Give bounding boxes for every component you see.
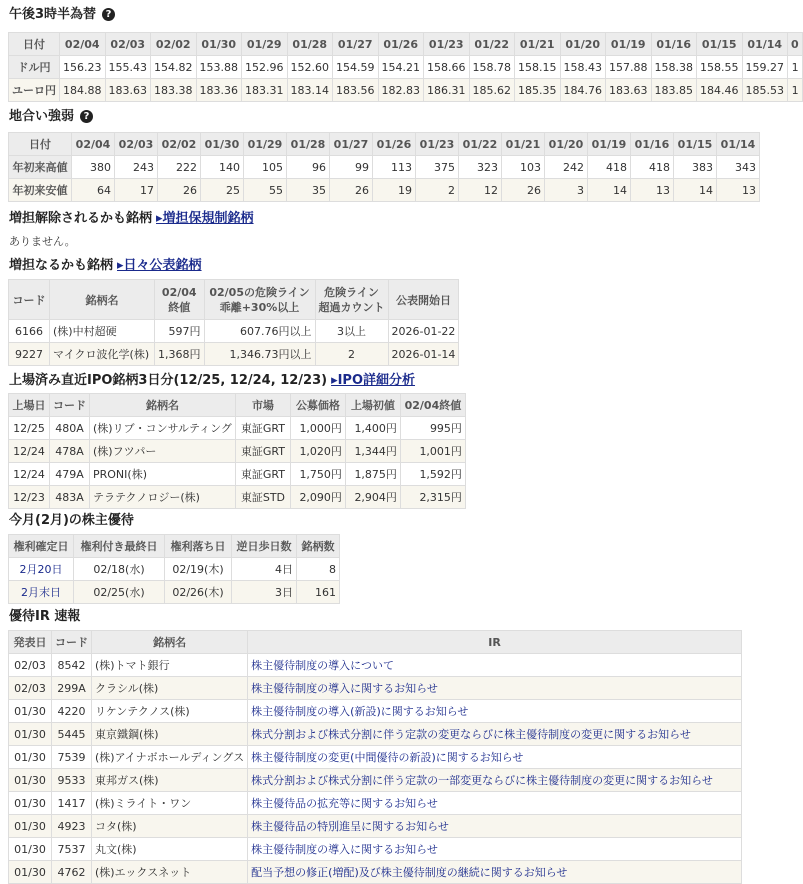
date-col-header: 01/14 bbox=[742, 33, 788, 56]
stock-count-cell: 161 bbox=[297, 581, 340, 604]
announce-date-cell: 02/03 bbox=[9, 677, 52, 700]
value-cell: 418 bbox=[631, 156, 674, 179]
value-cell: 159.27 bbox=[742, 56, 788, 79]
announce-date-cell: 01/30 bbox=[9, 815, 52, 838]
date-col-header: 01/26 bbox=[373, 133, 416, 156]
ir-title: 優待IR 速報 bbox=[9, 609, 81, 624]
offer-price-cell: 1,020円 bbox=[290, 440, 345, 463]
start-date-cell: 2026-01-14 bbox=[388, 343, 459, 366]
value-cell: 13 bbox=[631, 179, 674, 202]
table-row bbox=[9, 746, 742, 769]
ir-title-link[interactable]: 株主優待制度の変更(中間優待の新設)に関するお知らせ bbox=[251, 751, 524, 764]
value-cell: 182.83 bbox=[378, 79, 424, 102]
date-col-header: 01/30 bbox=[201, 133, 244, 156]
date-col-header: 01/27 bbox=[333, 33, 379, 56]
col-code: コード bbox=[9, 280, 50, 320]
fx-table-wrap bbox=[8, 32, 799, 100]
danger-line-cell: 1,346.73円以上 bbox=[204, 343, 315, 366]
value-cell: 183.85 bbox=[651, 79, 697, 102]
value-cell: 12 bbox=[459, 179, 502, 202]
value-cell: 383 bbox=[674, 156, 717, 179]
date-col-header: 01/28 bbox=[287, 133, 330, 156]
value-cell: 375 bbox=[416, 156, 459, 179]
table-row bbox=[9, 486, 466, 509]
value-cell: 154.59 bbox=[333, 56, 379, 79]
value-cell: 183.31 bbox=[242, 79, 288, 102]
confirm-date-link[interactable]: 2月20日 bbox=[19, 563, 63, 576]
value-cell: 183.63 bbox=[606, 79, 652, 102]
date-col-header: 01/16 bbox=[651, 33, 697, 56]
col-ex-date: 権利落ち日 bbox=[165, 535, 232, 558]
start-date-cell: 2026-01-22 bbox=[388, 320, 459, 343]
listing-date-cell: 12/25 bbox=[9, 417, 50, 440]
code-cell: 299A bbox=[52, 677, 92, 700]
value-cell: 35 bbox=[287, 179, 330, 202]
table-row bbox=[9, 838, 742, 861]
confirm-date bbox=[9, 558, 74, 581]
code-cell: 4220 bbox=[52, 700, 92, 723]
ir-title-link[interactable]: 株主優待制度の導入に関するお知らせ bbox=[251, 843, 438, 856]
first-price-cell: 1,400円 bbox=[345, 417, 400, 440]
value-cell: 185.53 bbox=[742, 79, 788, 102]
row-label: ユーロ円 bbox=[9, 79, 60, 102]
value-cell: 26 bbox=[502, 179, 545, 202]
margin-table bbox=[8, 279, 459, 366]
ir-title bbox=[248, 654, 742, 677]
value-cell: 183.36 bbox=[196, 79, 242, 102]
col-code: コード bbox=[50, 394, 90, 417]
announce-date-cell: 01/30 bbox=[9, 700, 52, 723]
value-cell: 183.14 bbox=[287, 79, 333, 102]
ipo-analysis-link[interactable]: ▸IPO詳細分析 bbox=[331, 373, 416, 388]
value-cell: 3 bbox=[545, 179, 588, 202]
ir-title bbox=[248, 792, 742, 815]
value-cell: 157.88 bbox=[606, 56, 652, 79]
date-col-header: 01/15 bbox=[697, 33, 743, 56]
name-cell: PRONI(株) bbox=[90, 463, 236, 486]
ir-section bbox=[9, 608, 80, 626]
value-cell: 158.66 bbox=[424, 56, 470, 79]
name-cell: テラテクノロジー(株) bbox=[90, 486, 236, 509]
market-cell: 東証GRT bbox=[235, 463, 290, 486]
name-cell: コタ(株) bbox=[92, 815, 248, 838]
value-cell: 158.43 bbox=[560, 56, 606, 79]
value-cell: 186.31 bbox=[424, 79, 470, 102]
close-price-cell: 1,592円 bbox=[400, 463, 465, 486]
code-cell: 9533 bbox=[52, 769, 92, 792]
date-col-header: 01/20 bbox=[545, 133, 588, 156]
date-col-header: 01/29 bbox=[244, 133, 287, 156]
col-danger-line: 02/05の危険ライン 乖離+30%以上 bbox=[204, 280, 315, 320]
value-cell: 243 bbox=[115, 156, 158, 179]
yutai-table bbox=[8, 534, 340, 604]
release-none-text: ありません。 bbox=[9, 235, 76, 248]
date-col-header: 01/23 bbox=[416, 133, 459, 156]
name-cell: (株)中村超硬 bbox=[50, 320, 155, 343]
ir-table bbox=[8, 630, 742, 884]
release-section bbox=[9, 210, 254, 228]
close-cell: 597円 bbox=[155, 320, 205, 343]
ir-title-link[interactable]: 株主優待制度の導入に関するお知らせ bbox=[251, 682, 438, 695]
name-cell: (株)トマト銀行 bbox=[92, 654, 248, 677]
over-count-cell: 2 bbox=[315, 343, 388, 366]
ipo-table-wrap bbox=[8, 393, 466, 509]
value-cell: 184.76 bbox=[560, 79, 606, 102]
table-row bbox=[9, 79, 803, 102]
value-cell: 153.88 bbox=[196, 56, 242, 79]
name-cell: マイクロ波化学(株) bbox=[50, 343, 155, 366]
date-col-header: 01/20 bbox=[560, 33, 606, 56]
date-col-header: 02/03 bbox=[105, 33, 151, 56]
value-cell: 380 bbox=[72, 156, 115, 179]
row-label: 年初来安値 bbox=[9, 179, 72, 202]
ir-table-wrap bbox=[8, 630, 742, 884]
table-row bbox=[9, 463, 466, 486]
confirm-date-link[interactable]: 2月末日 bbox=[21, 586, 61, 599]
date-col-header: 02/02 bbox=[158, 133, 201, 156]
last-day-cell: 02/18(水) bbox=[74, 558, 165, 581]
table-row bbox=[9, 581, 340, 604]
close-price-cell: 1,001円 bbox=[400, 440, 465, 463]
col-market: 市場 bbox=[235, 394, 290, 417]
ir-title bbox=[248, 723, 742, 746]
value-cell: 2 bbox=[416, 179, 459, 202]
col-confirm-date: 権利確定日 bbox=[9, 535, 74, 558]
value-cell: 155.43 bbox=[105, 56, 151, 79]
value-cell: 140 bbox=[201, 156, 244, 179]
offer-price-cell: 1,750円 bbox=[290, 463, 345, 486]
col-offer-price: 公募価格 bbox=[290, 394, 345, 417]
code-cell: 480A bbox=[50, 417, 90, 440]
breadth-table bbox=[8, 132, 760, 202]
date-col-header: 01/21 bbox=[515, 33, 561, 56]
value-cell: 158.78 bbox=[469, 56, 515, 79]
value-cell: 152.60 bbox=[287, 56, 333, 79]
name-cell: 東京鐵鋼(株) bbox=[92, 723, 248, 746]
listing-date-cell: 12/24 bbox=[9, 463, 50, 486]
breadth-title: 地合い強弱 bbox=[9, 109, 75, 124]
code-cell: 7539 bbox=[52, 746, 92, 769]
announce-date-cell: 01/30 bbox=[9, 838, 52, 861]
table-row bbox=[9, 723, 742, 746]
code-cell: 8542 bbox=[52, 654, 92, 677]
reverse-days-cell: 4日 bbox=[232, 558, 297, 581]
ir-title-link[interactable]: 株式分割および株式分割に伴う定款の一部変更ならびに株主優待制度の変更に関するお知らせ bbox=[251, 774, 713, 787]
value-cell: 184.88 bbox=[60, 79, 106, 102]
table-row bbox=[9, 179, 760, 202]
fx-section bbox=[9, 6, 115, 24]
fx-title: 午後3時半為替 bbox=[9, 7, 97, 22]
value-cell: 105 bbox=[244, 156, 287, 179]
table-row bbox=[9, 320, 459, 343]
ir-title bbox=[248, 746, 742, 769]
announce-date-cell: 01/30 bbox=[9, 746, 52, 769]
ipo-title: 上場済み直近IPO銘柄3日分(12/25, 12/24, 12/23) bbox=[9, 373, 328, 388]
value-cell: 183.56 bbox=[333, 79, 379, 102]
ipo-table bbox=[8, 393, 466, 509]
ir-title-link[interactable]: 株主優待制度の導入(新設)に関するお知らせ bbox=[251, 705, 469, 718]
value-cell: 13 bbox=[717, 179, 760, 202]
ir-title bbox=[248, 677, 742, 700]
date-col-header: 01/21 bbox=[502, 133, 545, 156]
date-col-header: 01/19 bbox=[606, 33, 652, 56]
announce-date-cell: 02/03 bbox=[9, 654, 52, 677]
value-cell: 99 bbox=[330, 156, 373, 179]
table-row bbox=[9, 861, 742, 884]
col-last-day: 権利付き最終日 bbox=[74, 535, 165, 558]
announce-date-cell: 01/30 bbox=[9, 861, 52, 884]
breadth-table-wrap bbox=[8, 132, 764, 204]
code-cell: 5445 bbox=[52, 723, 92, 746]
close-price-cell: 995円 bbox=[400, 417, 465, 440]
yutai-title: 今月(2月)の株主優待 bbox=[9, 513, 134, 528]
market-cell: 東証STD bbox=[235, 486, 290, 509]
table-row bbox=[9, 56, 803, 79]
value-cell: 183.63 bbox=[105, 79, 151, 102]
confirm-date bbox=[9, 581, 74, 604]
value-cell: 96 bbox=[287, 156, 330, 179]
col-code: コード bbox=[52, 631, 92, 654]
date-col-header: 01/28 bbox=[287, 33, 333, 56]
table-row bbox=[9, 815, 742, 838]
date-col-header: 01/16 bbox=[631, 133, 674, 156]
yutai-table-wrap bbox=[8, 534, 340, 604]
date-col-header: 01/26 bbox=[378, 33, 424, 56]
ir-title bbox=[248, 700, 742, 723]
date-col-header: 01/15 bbox=[674, 133, 717, 156]
table-row bbox=[9, 700, 742, 723]
help-icon[interactable]: ? bbox=[102, 8, 115, 21]
ir-title bbox=[248, 838, 742, 861]
col-listing-date: 上場日 bbox=[9, 394, 50, 417]
market-cell: 東証GRT bbox=[235, 417, 290, 440]
name-cell: 東邦ガス(株) bbox=[92, 769, 248, 792]
date-header: 日付 bbox=[9, 133, 72, 156]
ir-title-link[interactable]: 株式分割および株式分割に伴う定款の変更ならびに株主優待制度の変更に関するお知らせ bbox=[251, 728, 691, 741]
date-col-header: 01/23 bbox=[424, 33, 470, 56]
col-stock-count: 銘柄数 bbox=[297, 535, 340, 558]
date-header: 日付 bbox=[9, 33, 60, 56]
date-col-header: 01/14 bbox=[717, 133, 760, 156]
table-row bbox=[9, 343, 459, 366]
value-cell: 113 bbox=[373, 156, 416, 179]
row-label: 年初来高値 bbox=[9, 156, 72, 179]
value-cell: 183.38 bbox=[151, 79, 197, 102]
value-cell: 184.46 bbox=[697, 79, 743, 102]
listing-date-cell: 12/23 bbox=[9, 486, 50, 509]
reverse-days-cell: 3日 bbox=[232, 581, 297, 604]
col-name: 銘柄名 bbox=[92, 631, 248, 654]
code-cell: 478A bbox=[50, 440, 90, 463]
date-col-header: 02/04 bbox=[72, 133, 115, 156]
value-cell: 14 bbox=[588, 179, 631, 202]
date-col-header: 02/04 bbox=[60, 33, 106, 56]
date-col-header: 01/22 bbox=[469, 33, 515, 56]
help-icon[interactable]: ? bbox=[80, 110, 93, 123]
breadth-section bbox=[9, 108, 93, 126]
margin-table-wrap bbox=[8, 279, 459, 366]
value-cell: 154.82 bbox=[151, 56, 197, 79]
col-start-date: 公表開始日 bbox=[388, 280, 459, 320]
table-row bbox=[9, 677, 742, 700]
table-row bbox=[9, 558, 340, 581]
col-name: 銘柄名 bbox=[50, 280, 155, 320]
col-ir: IR bbox=[248, 631, 742, 654]
ir-title-link[interactable]: 株主優待品の拡充等に関するお知らせ bbox=[251, 797, 438, 810]
first-price-cell: 2,904円 bbox=[345, 486, 400, 509]
close-cell: 1,368円 bbox=[155, 343, 205, 366]
name-cell: リケンテクノス(株) bbox=[92, 700, 248, 723]
code-cell: 7537 bbox=[52, 838, 92, 861]
date-col-header: 01/29 bbox=[242, 33, 288, 56]
ir-title bbox=[248, 815, 742, 838]
stock-count-cell: 8 bbox=[297, 558, 340, 581]
code-cell: 4923 bbox=[52, 815, 92, 838]
value-cell: 1 bbox=[788, 79, 803, 102]
ex-date-cell: 02/26(木) bbox=[165, 581, 232, 604]
margin-regulation-link[interactable]: ▸増担保規制銘柄 bbox=[156, 211, 254, 226]
daily-publication-link[interactable]: ▸日々公表銘柄 bbox=[117, 258, 202, 273]
announce-date-cell: 01/30 bbox=[9, 723, 52, 746]
over-count-cell: 3以上 bbox=[315, 320, 388, 343]
offer-price-cell: 2,090円 bbox=[290, 486, 345, 509]
code-cell: 483A bbox=[50, 486, 90, 509]
col-close: 02/04 終値 bbox=[155, 280, 205, 320]
code-cell: 9227 bbox=[9, 343, 50, 366]
table-row bbox=[9, 417, 466, 440]
ipo-section bbox=[9, 372, 415, 390]
margin-title: 増担なるかも銘柄 bbox=[9, 258, 114, 273]
name-cell: (株)エックスネット bbox=[92, 861, 248, 884]
value-cell: 222 bbox=[158, 156, 201, 179]
col-name: 銘柄名 bbox=[90, 394, 236, 417]
row-label: ドル円 bbox=[9, 56, 60, 79]
col-reverse-days: 逆日歩日数 bbox=[232, 535, 297, 558]
fx-table bbox=[8, 32, 803, 102]
date-col-header: 01/27 bbox=[330, 133, 373, 156]
ir-title bbox=[248, 861, 742, 884]
first-price-cell: 1,875円 bbox=[345, 463, 400, 486]
value-cell: 26 bbox=[330, 179, 373, 202]
col-over-count: 危険ライン 超過カウント bbox=[315, 280, 388, 320]
value-cell: 343 bbox=[717, 156, 760, 179]
col-close-price: 02/04終値 bbox=[400, 394, 465, 417]
table-row bbox=[9, 654, 742, 677]
yutai-section bbox=[9, 512, 134, 530]
value-cell: 158.38 bbox=[651, 56, 697, 79]
table-row bbox=[9, 792, 742, 815]
value-cell: 158.55 bbox=[697, 56, 743, 79]
release-title: 増担解除されるかも銘柄 bbox=[9, 211, 153, 226]
offer-price-cell: 1,000円 bbox=[290, 417, 345, 440]
value-cell: 64 bbox=[72, 179, 115, 202]
code-cell: 6166 bbox=[9, 320, 50, 343]
name-cell: 丸文(株) bbox=[92, 838, 248, 861]
date-col-header: 01/19 bbox=[588, 133, 631, 156]
date-col-header: 02/03 bbox=[115, 133, 158, 156]
col-announce-date: 発表日 bbox=[9, 631, 52, 654]
name-cell: (株)アイナボホールディングス bbox=[92, 746, 248, 769]
announce-date-cell: 01/30 bbox=[9, 792, 52, 815]
code-cell: 4762 bbox=[52, 861, 92, 884]
margin-section bbox=[9, 257, 202, 275]
name-cell: クラシル(株) bbox=[92, 677, 248, 700]
value-cell: 152.96 bbox=[242, 56, 288, 79]
value-cell: 156.23 bbox=[60, 56, 106, 79]
value-cell: 14 bbox=[674, 179, 717, 202]
ir-title bbox=[248, 769, 742, 792]
value-cell: 26 bbox=[158, 179, 201, 202]
danger-line-cell: 607.76円以上 bbox=[204, 320, 315, 343]
table-row bbox=[9, 769, 742, 792]
code-cell: 1417 bbox=[52, 792, 92, 815]
name-cell: (株)フツパー bbox=[90, 440, 236, 463]
value-cell: 418 bbox=[588, 156, 631, 179]
close-price-cell: 2,315円 bbox=[400, 486, 465, 509]
value-cell: 323 bbox=[459, 156, 502, 179]
value-cell: 185.62 bbox=[469, 79, 515, 102]
announce-date-cell: 01/30 bbox=[9, 769, 52, 792]
value-cell: 242 bbox=[545, 156, 588, 179]
last-day-cell: 02/25(水) bbox=[74, 581, 165, 604]
value-cell: 55 bbox=[244, 179, 287, 202]
value-cell: 25 bbox=[201, 179, 244, 202]
code-cell: 479A bbox=[50, 463, 90, 486]
value-cell: 17 bbox=[115, 179, 158, 202]
value-cell: 103 bbox=[502, 156, 545, 179]
ex-date-cell: 02/19(木) bbox=[165, 558, 232, 581]
listing-date-cell: 12/24 bbox=[9, 440, 50, 463]
date-col-header: 02/02 bbox=[151, 33, 197, 56]
table-row bbox=[9, 156, 760, 179]
ir-title-link[interactable]: 配当予想の修正(増配)及び株主優待制度の継続に関するお知らせ bbox=[251, 866, 568, 879]
name-cell: (株)リブ・コンサルティング bbox=[90, 417, 236, 440]
date-col-header: 01/22 bbox=[459, 133, 502, 156]
ir-title-link[interactable]: 株主優待制度の導入について bbox=[251, 659, 394, 672]
date-col-header: 01/30 bbox=[196, 33, 242, 56]
value-cell: 19 bbox=[373, 179, 416, 202]
date-col-header: 0 bbox=[788, 33, 803, 56]
col-first-price: 上場初値 bbox=[345, 394, 400, 417]
name-cell: (株)ミライト・ワン bbox=[92, 792, 248, 815]
value-cell: 185.35 bbox=[515, 79, 561, 102]
value-cell: 154.21 bbox=[378, 56, 424, 79]
ir-title-link[interactable]: 株主優待品の特別進呈に関するお知らせ bbox=[251, 820, 449, 833]
value-cell: 1 bbox=[788, 56, 803, 79]
value-cell: 158.15 bbox=[515, 56, 561, 79]
market-cell: 東証GRT bbox=[235, 440, 290, 463]
first-price-cell: 1,344円 bbox=[345, 440, 400, 463]
table-row bbox=[9, 440, 466, 463]
